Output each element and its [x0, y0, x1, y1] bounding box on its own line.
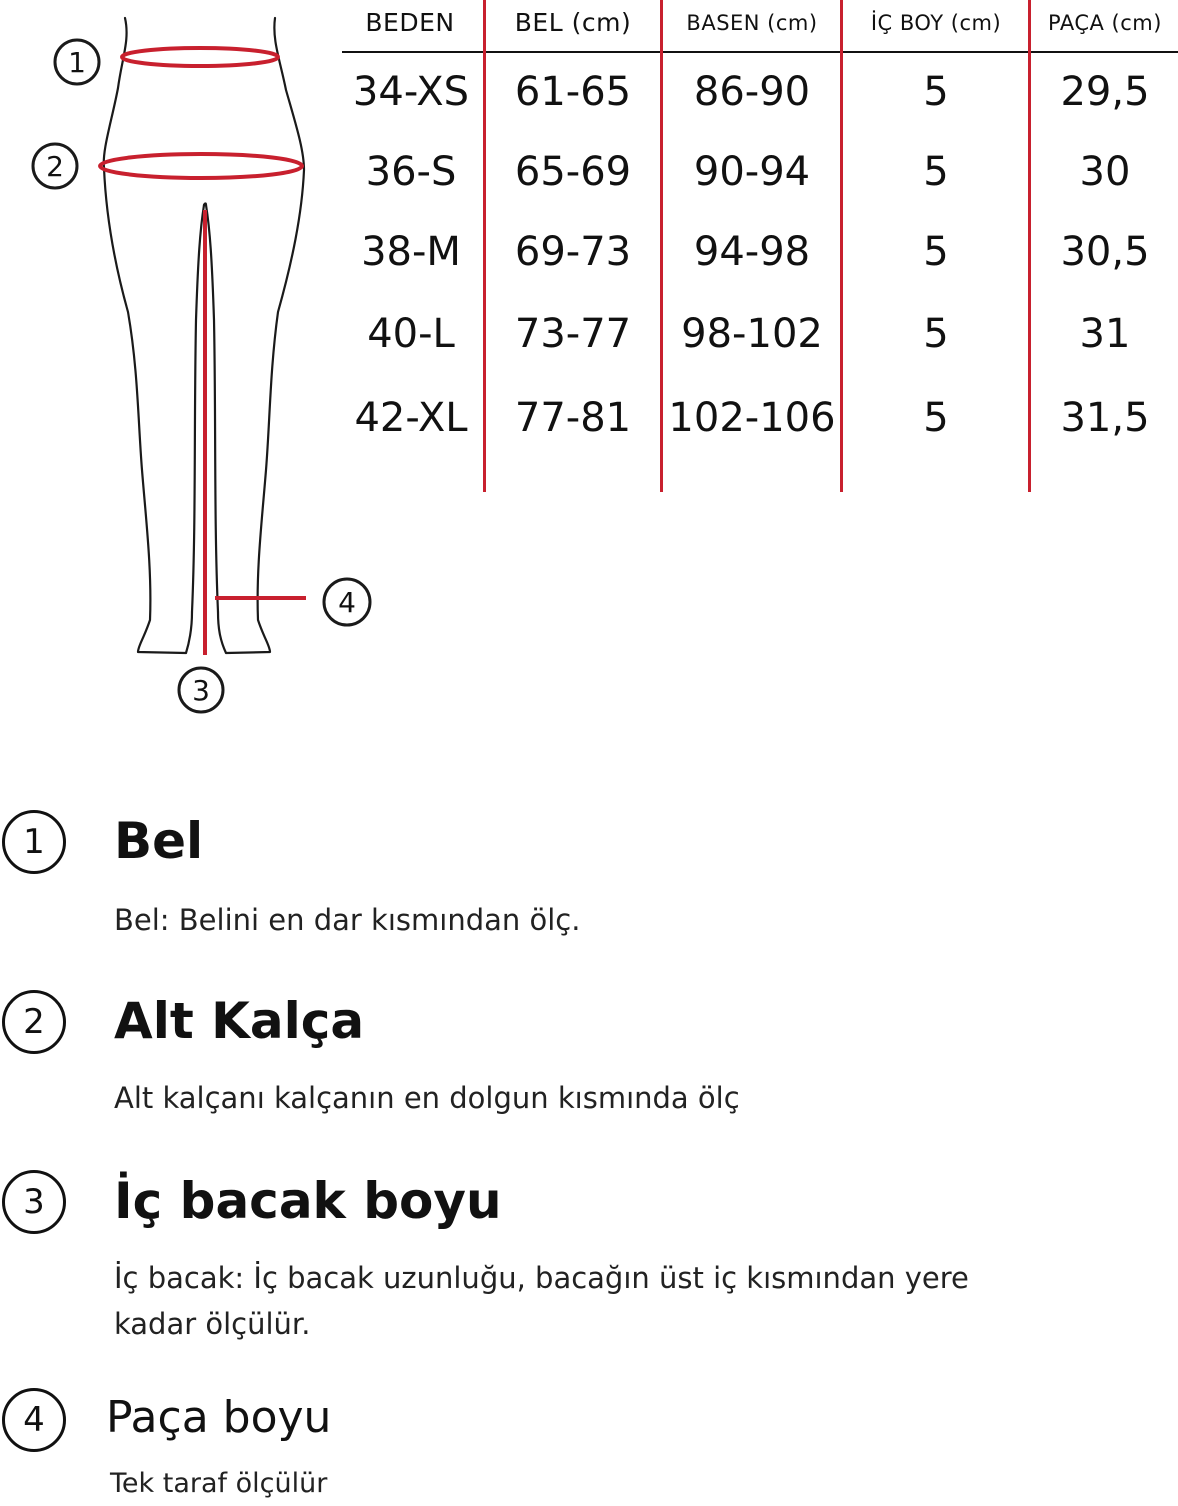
header-paca: PAÇA (cm)	[1048, 11, 1162, 35]
waist-cell: 69-73	[514, 229, 632, 275]
legend-description: Bel: Belini en dar kısmından ölç.	[114, 903, 581, 937]
marker-2: 2	[46, 150, 64, 183]
legend-title: İç bacak boyu	[114, 1172, 502, 1230]
hip-cell: 98-102	[681, 311, 823, 357]
hip-cell: 102-106	[668, 395, 836, 441]
legend-number-icon: 2	[2, 990, 66, 1054]
size-cell: 38-M	[361, 229, 461, 275]
legend-description: Alt kalçanı kalçanın en dolgun kısmında ölç	[114, 1081, 740, 1115]
inseam-cell: 5	[923, 229, 949, 275]
legend-item-alt-kalca	[0, 990, 1178, 1130]
waist-cell: 77-81	[514, 395, 632, 441]
legend-item-bel	[0, 810, 1178, 950]
hip-cell: 86-90	[693, 69, 811, 115]
waist-cell: 73-77	[514, 311, 632, 357]
legend-number-icon: 4	[2, 1388, 66, 1452]
legend-title: Alt Kalça	[114, 992, 365, 1050]
legend-description: Tek taraf ölçülür	[110, 1468, 328, 1499]
inseam-cell: 5	[923, 311, 949, 357]
legend-number-icon: 3	[2, 1170, 66, 1234]
hem-cell: 29,5	[1060, 69, 1150, 115]
legend-item-paca-boyu	[0, 1388, 1178, 1498]
table-row	[340, 304, 1178, 364]
legend-item-ic-bacak-boyu	[0, 1170, 1178, 1350]
header-beden: BEDEN	[365, 8, 455, 37]
header-ic-boy: İÇ BOY (cm)	[870, 11, 1002, 35]
legend-number-icon: 1	[2, 810, 66, 874]
table-row	[340, 222, 1178, 282]
inseam-cell: 5	[923, 149, 949, 195]
hem-cell: 31	[1079, 311, 1131, 357]
marker-4: 4	[338, 586, 356, 619]
header-bel: BEL (cm)	[514, 8, 632, 37]
legend-description: İç bacak: İç bacak uzunluğu, bacağın üst iç kısmından yere	[114, 1261, 969, 1295]
table-row	[340, 388, 1178, 448]
legend-title: Paça boyu	[106, 1392, 332, 1443]
hem-cell: 30,5	[1060, 229, 1150, 275]
legend-description: kadar ölçülür.	[114, 1307, 311, 1341]
size-table	[340, 0, 1178, 500]
marker-1: 1	[68, 46, 86, 79]
inseam-cell: 5	[923, 69, 949, 115]
table-row	[340, 142, 1178, 202]
waist-cell: 65-69	[514, 149, 632, 195]
marker-3: 3	[192, 674, 210, 707]
inseam-cell: 5	[923, 395, 949, 441]
header-basen: BASEN (cm)	[686, 11, 818, 35]
header-divider	[342, 51, 1178, 53]
hem-cell: 30	[1079, 149, 1131, 195]
size-cell: 34-XS	[352, 69, 470, 115]
legend-title: Bel	[114, 812, 204, 870]
size-cell: 36-S	[365, 149, 457, 195]
table-row	[340, 62, 1178, 122]
hip-cell: 90-94	[693, 149, 811, 195]
waist-cell: 61-65	[514, 69, 632, 115]
size-cell: 42-XL	[354, 395, 468, 441]
hip-cell: 94-98	[693, 229, 811, 275]
size-cell: 40-L	[367, 311, 455, 357]
hem-cell: 31,5	[1060, 395, 1150, 441]
